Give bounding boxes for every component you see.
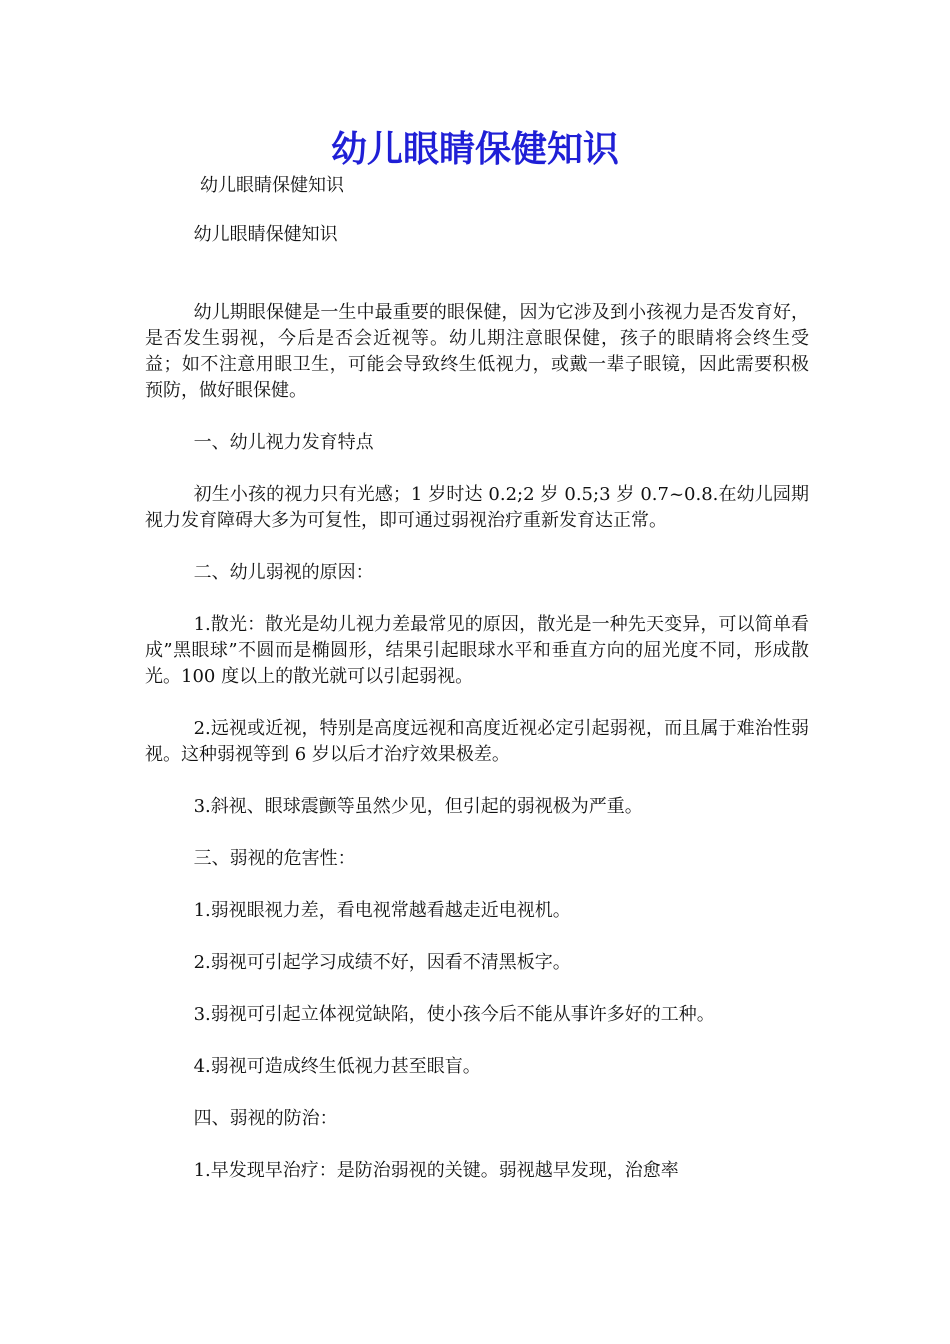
section-heading-1: 一、幼儿视力发育特点 — [193, 432, 374, 453]
paragraph-vision-development: 初生小孩的视力只有光感；1 岁时达 0.2;2 岁 0.5;3 岁 0.7~0.8.在幼儿园期视力发育障碍大多为可复性，即可通过弱视治疗重新发育达正常。 — [145, 484, 809, 531]
paragraph-intro: 幼儿期眼保健是一生中最重要的眼保健，因为它涉及到小孩视力是否发育好，是否发生弱视，今后是否会近视等。幼儿期注意眼保健，孩子的眼睛将会终生受益；如不注意用眼卫生，可能会导致终生低视力，或戴一辈子眼镜，因此需要积极预防，做好眼保健。 — [145, 302, 809, 401]
document-body — [145, 222, 809, 1210]
document-title: 幼儿眼睛保健知识 — [330, 129, 619, 170]
list-item-harm-3: 3.弱视可引起立体视觉缺陷，使小孩今后不能从事许多好的工种。 — [193, 1004, 715, 1025]
list-item-harm-1: 1.弱视眼视力差，看电视常越看越走近电视机。 — [193, 900, 571, 921]
list-item-prevention-1: 1.早发现早治疗：是防治弱视的关键。弱视越早发现，治愈率 — [193, 1160, 679, 1181]
list-item-harm-2: 2.弱视可引起学习成绩不好，因看不清黑板字。 — [193, 952, 571, 973]
section-heading-4: 四、弱视的防治： — [193, 1108, 338, 1129]
list-item-harm-4: 4.弱视可造成终生低视力甚至眼盲。 — [193, 1056, 481, 1077]
list-item-hyperopia-myopia: 2.远视或近视，特别是高度远视和高度近视必定引起弱视，而且属于难治性弱视。这种弱视等到 6 岁以后才治疗效果极差。 — [145, 718, 809, 765]
section-heading-2: 二、幼儿弱视的原因： — [193, 562, 374, 583]
section-heading-3: 三、弱视的危害性： — [193, 848, 356, 869]
list-item-astigmatism: 1.散光：散光是幼儿视力差最常见的原因，散光是一种先天变异，可以简单看成”黑眼球”不圆而是椭圆形，结果引起眼球水平和垂直方向的屈光度不同，形成散光。100 度以上的散光就可以引起弱视。 — [145, 614, 809, 687]
paragraph-heading-repeat: 幼儿眼睛保健知识 — [193, 224, 338, 245]
document-subtitle: 幼儿眼睛保健知识 — [200, 175, 344, 196]
list-item-strabismus: 3.斜视、眼球震颤等虽然少见，但引起的弱视极为严重。 — [193, 796, 643, 817]
